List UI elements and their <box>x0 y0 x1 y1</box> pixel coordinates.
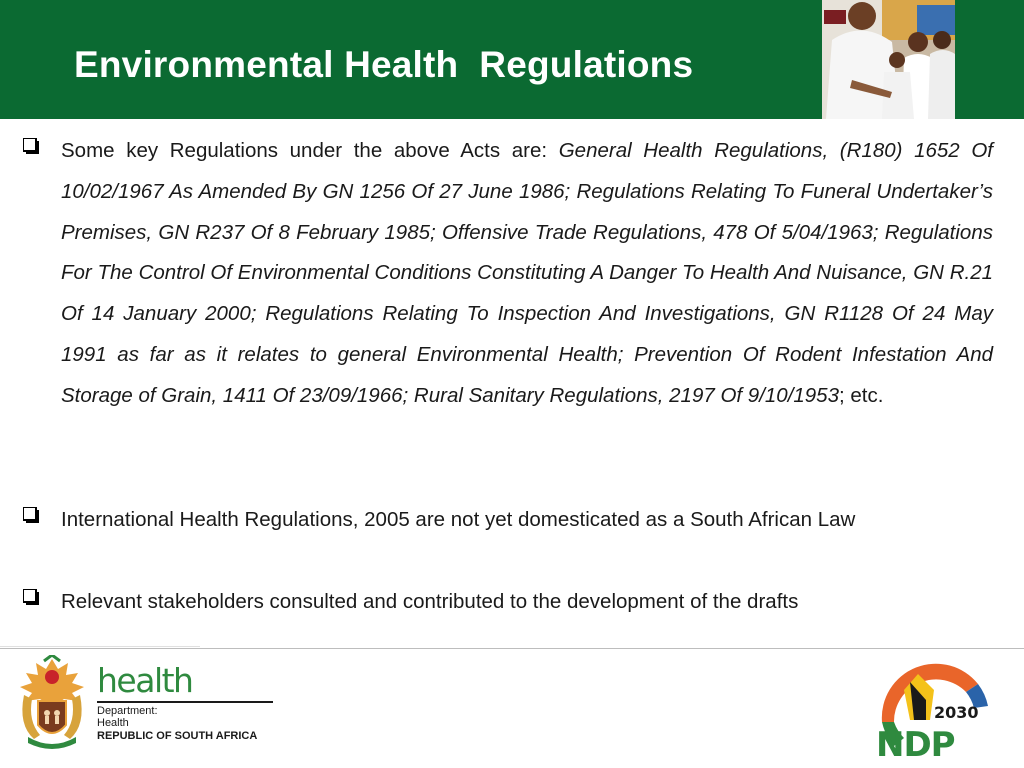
ndp-2030-logo-icon <box>874 660 992 760</box>
coat-of-arms-icon <box>14 655 90 751</box>
coat-of-arms-logo <box>14 655 90 751</box>
photo-health-worker-icon <box>822 0 955 119</box>
bullet-lead: Some key Regulations under the above Acts are: <box>61 139 559 162</box>
bullet-text-international: International Health Regulations, 2005 are not yet domesticated as a South African Law <box>61 508 856 531</box>
footer-divider-accent <box>0 646 200 647</box>
regulations-list: General Health Regulations, (R180) 1652 Of 10/02/1967 As Amended By GN 1256 Of 27 June 1986; Regulations Relating To Funeral Undertaker’s Premises, GN R237 Of 8 February 1985; Offensive Trade Regulations, 478 Of 5/04/1963; Regulations For The Control Of Environmental Conditions Constituting A Danger To Health And Nuisance, GN R.21 Of 14 January 2000; Regulations Relating To Inspection And Investigations, GN R1128 Of 24 May 1991 as far as it relates to general Environmental Health; Prevention Of Rodent Infestation And Storage of Grain, 1411 Of 23/09/1966; Rural Sanitary Regulations, 2197 Of 9/10/1953 <box>61 139 993 407</box>
checkbox-bullet-icon <box>23 589 39 605</box>
ndp-year: 2030 <box>934 703 979 722</box>
ndp-text: NDP <box>876 725 955 760</box>
footer-divider <box>0 648 1024 649</box>
checkbox-bullet-icon <box>23 507 39 523</box>
checkbox-bullet-icon <box>23 138 39 154</box>
slide-title: Environmental Health Regulations <box>74 44 694 85</box>
health-logo-word: health <box>97 661 193 700</box>
bullet-text-regulations <box>61 131 993 417</box>
country-name: REPUBLIC OF SOUTH AFRICA <box>97 730 258 742</box>
department-name: Health <box>97 717 129 729</box>
ndp-2030-logo <box>874 660 992 760</box>
header-photo <box>822 0 955 119</box>
bullet-text-stakeholders: Relevant stakeholders consulted and contributed to the development of the drafts <box>61 590 799 613</box>
bullet-tail: ; etc. <box>839 383 884 407</box>
health-logo-underline <box>97 701 273 703</box>
title-bar <box>0 0 1024 119</box>
department-label: Department: <box>97 705 158 717</box>
